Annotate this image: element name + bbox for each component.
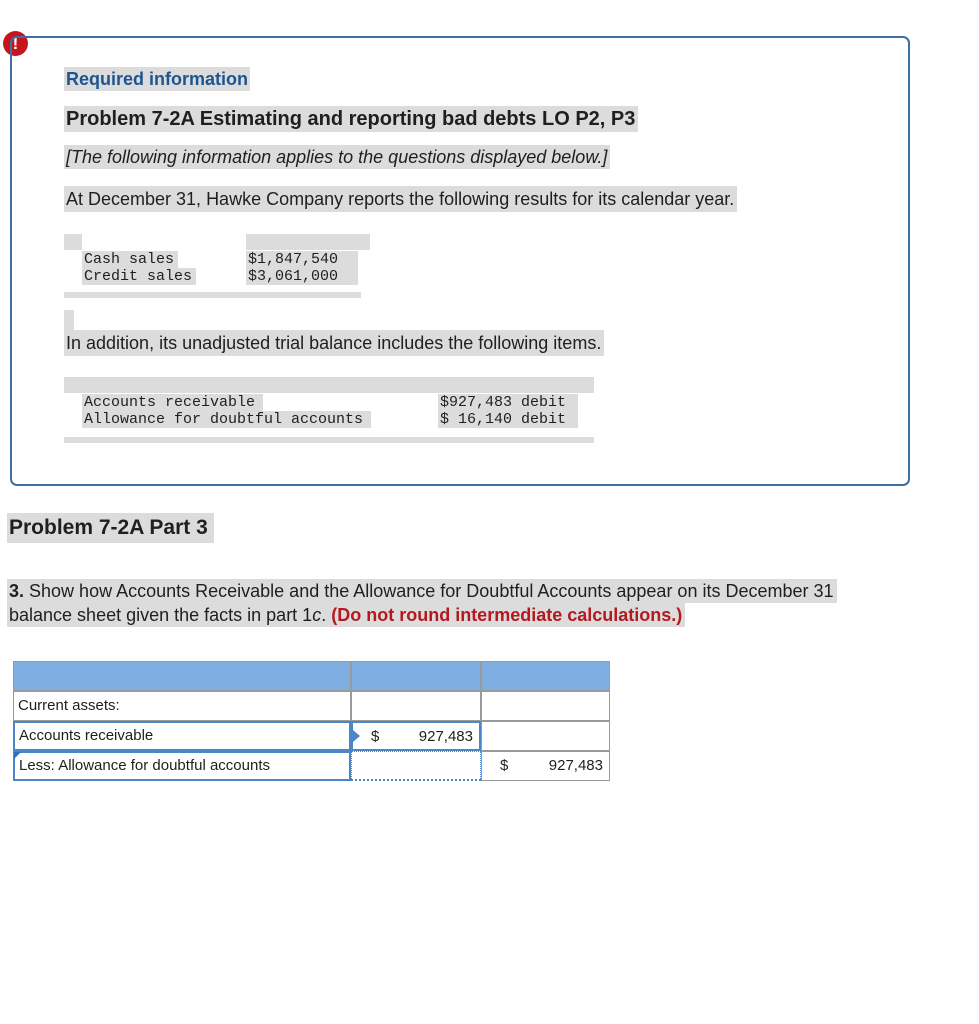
current-assets-col1 [351,691,481,721]
highlight-bar [64,377,594,393]
trial-balance-value: $927,483 debit [438,394,578,411]
trial-balance-table [64,377,594,445]
highlight-bar [64,234,82,250]
highlight-bar [64,292,361,298]
results-intro-text: At December 31, Hawke Company reports the following results for its calendar year. [64,186,737,212]
question-line-1 [7,579,837,603]
accounts-receivable-col2 [481,721,610,751]
accounts-receivable-amount-input[interactable] [351,721,481,751]
allowance-label-input[interactable] [13,751,351,781]
current-assets-col2 [481,691,610,721]
grid-header-label [13,661,351,691]
currency-symbol: $ [500,757,509,774]
trial-balance-intro-text: In addition, its unadjusted trial balance includes the following items. [64,330,604,356]
sales-label: Cash sales [82,251,178,268]
trial-balance-value: $ 16,140 debit [438,411,578,428]
sales-value: $1,847,540 [246,251,358,268]
grid-header-col2 [481,661,610,691]
question-text [7,579,952,627]
highlight-bar [64,310,74,330]
active-marker-icon [353,730,360,742]
trial-balance-label: Allowance for doubtful accounts [82,411,371,428]
instruction-text: (Do not round intermediate calculations.) [331,605,683,625]
question-line-2-end: . [321,605,327,625]
applies-note: [The following information applies to the questions displayed below.] [64,145,610,169]
problem-title: Problem 7-2A Estimating and reporting bad debts LO P2, P3 [64,106,638,132]
allowance-label-text: Less: Allowance for doubtful accounts [19,757,270,774]
net-receivable-total [481,751,610,781]
sales-value: $3,061,000 [246,268,358,285]
corner-marker-icon [14,752,21,759]
amount-value: 927,483 [418,728,473,745]
answer-grid [13,661,610,781]
question-number: 3. [9,581,25,601]
grid-header-col1 [351,661,481,691]
currency-symbol: $ [371,728,380,745]
sales-table [64,234,370,298]
allowance-amount-input[interactable] [351,751,481,781]
part-heading: Problem 7-2A Part 3 [7,513,214,543]
trial-balance-label: Accounts receivable [82,394,263,411]
current-assets-label: Current assets: [13,691,351,721]
total-value: 927,483 [548,757,603,774]
question-line-2-italic: c [312,605,322,625]
alert-icon: ! [3,31,28,56]
question-line-1-text: Show how Accounts Receivable and the Allowance for Doubtful Accounts appear on its December 31 [29,581,834,601]
question-line-2-text: balance sheet given the facts in part 1 [9,605,313,625]
question-line-2 [7,603,685,627]
accounts-receivable-label-input[interactable]: Accounts receivable [13,721,351,751]
required-information-heading: Required information [66,69,249,89]
highlight-bar [246,234,370,250]
sales-label: Credit sales [82,268,196,285]
highlight-bar [64,437,594,443]
